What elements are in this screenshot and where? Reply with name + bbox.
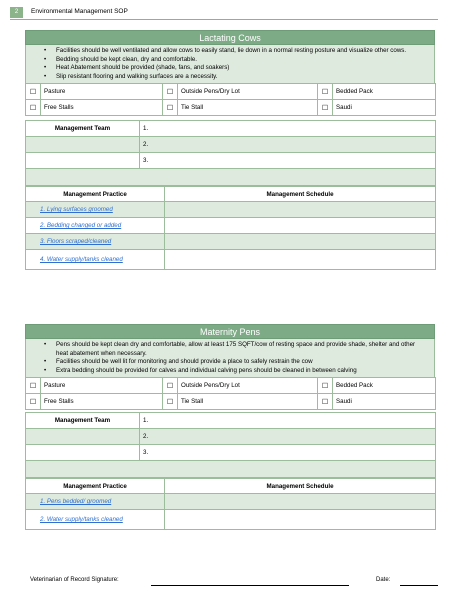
bedded-pack-checkbox[interactable]: ☐ (318, 84, 333, 100)
spacer-row (26, 461, 436, 478)
team-blank-cell (26, 429, 140, 445)
housing-row (26, 84, 436, 100)
practice-link[interactable]: 1. Lying surfaces groomed (40, 206, 113, 214)
signature-label: Veterinarian of Record Signature: (30, 577, 119, 583)
housing-label-bedded-pack: Bedded Pack (333, 84, 436, 100)
guideline-item: • Pens should be kept clean dry and comfortable, allow at least 175 SQFT/cow of resting space and provide shade, shelter and other heat abatement when necessary. (56, 341, 428, 358)
team-member-field[interactable] (140, 121, 436, 137)
guideline-item: • Extra bedding should be provided for calves and individual calving pens should be cleaned in between calving (56, 367, 428, 376)
housing-label-tie-stall: Tie Stall (178, 394, 318, 410)
team-number: 3. (143, 449, 149, 457)
practice-link[interactable]: 2. Bedding changed or added (40, 222, 122, 230)
management-practice-table (25, 478, 436, 530)
section-lactating-cows (25, 30, 435, 270)
practice-link[interactable]: 1. Pens bedded/ groomed (40, 498, 112, 506)
guideline-list (25, 45, 435, 83)
outside-pens-checkbox[interactable]: ☐ (163, 84, 178, 100)
practice-header: Management Practice (26, 187, 165, 202)
housing-row (26, 100, 436, 116)
schedule-field[interactable] (165, 494, 436, 510)
guideline-item: • Facilities should be well ventilated and allow cows to easily stand, lie down in a normal resting posture and visualize other cows. (56, 47, 428, 56)
schedule-field[interactable] (165, 202, 436, 218)
team-number: 3. (143, 157, 149, 165)
section-title: Lactating Cows (25, 30, 435, 45)
saudi-checkbox[interactable]: ☐ (318, 394, 333, 410)
outside-pens-checkbox[interactable]: ☐ (163, 378, 178, 394)
free-stalls-checkbox[interactable]: ☐ (26, 100, 41, 116)
practice-item (26, 510, 165, 530)
saudi-checkbox[interactable]: ☐ (318, 100, 333, 116)
housing-label-outside-pens: Outside Pens/Dry Lot (178, 84, 318, 100)
practice-link[interactable]: 4. Water supply/tanks cleaned (40, 256, 123, 264)
team-member-field[interactable] (140, 429, 436, 445)
section-title: Maternity Pens (25, 324, 435, 339)
team-member-field[interactable] (140, 137, 436, 153)
guideline-item: • Heat Abatement should be provided (shade, fans, and soakers) (56, 64, 428, 73)
header-divider (10, 19, 438, 20)
schedule-field[interactable] (165, 218, 436, 234)
tie-stall-checkbox[interactable]: ☐ (163, 100, 178, 116)
housing-label-tie-stall: Tie Stall (178, 100, 318, 116)
guideline-list (25, 339, 435, 377)
schedule-field[interactable] (165, 234, 436, 250)
housing-options-table (25, 377, 436, 410)
management-team-table (25, 120, 436, 186)
practice-item (26, 218, 165, 234)
team-member-field[interactable] (140, 445, 436, 461)
guideline-item: • Facilities should be well lit for monitoring and should provide a place to safely restrain the cow (56, 358, 428, 367)
free-stalls-checkbox[interactable]: ☐ (26, 394, 41, 410)
management-practice-table (25, 186, 436, 270)
date-line[interactable] (400, 585, 438, 586)
guideline-item: • Bedding should be kept clean, dry and comfortable. (56, 56, 428, 65)
schedule-field[interactable] (165, 510, 436, 530)
team-member-field[interactable] (140, 153, 436, 169)
guideline-item: • Slip resistant flooring and walking surfaces are a necessity. (56, 73, 428, 82)
spacer-row (26, 169, 436, 186)
bedded-pack-checkbox[interactable]: ☐ (318, 378, 333, 394)
team-number: 1. (143, 125, 149, 133)
schedule-field[interactable] (165, 250, 436, 270)
management-team-table (25, 412, 436, 478)
schedule-header: Management Schedule (165, 187, 436, 202)
tie-stall-checkbox[interactable]: ☐ (163, 394, 178, 410)
schedule-header: Management Schedule (165, 479, 436, 494)
team-number: 2. (143, 433, 149, 441)
page-number: 2 (10, 7, 23, 18)
date-label: Date: (376, 577, 391, 583)
housing-label-bedded-pack: Bedded Pack (333, 378, 436, 394)
management-team-label: Management Team (26, 121, 140, 137)
team-blank-cell (26, 137, 140, 153)
housing-label-free-stalls: Free Stalls (41, 100, 163, 116)
practice-link[interactable]: 2. Water supply/tanks cleaned (40, 516, 123, 524)
team-blank-cell (26, 153, 140, 169)
housing-label-saudi: Saudi (333, 100, 436, 116)
document-title: Environmental Management SOP (31, 8, 128, 15)
practice-header: Management Practice (26, 479, 165, 494)
housing-options-table (25, 83, 436, 116)
housing-label-free-stalls: Free Stalls (41, 394, 163, 410)
housing-label-outside-pens: Outside Pens/Dry Lot (178, 378, 318, 394)
team-blank-cell (26, 445, 140, 461)
practice-link[interactable]: 3. Floors scraped/cleaned (40, 238, 112, 246)
pasture-checkbox[interactable]: ☐ (26, 84, 41, 100)
signature-line[interactable] (151, 585, 349, 586)
practice-item (26, 234, 165, 250)
housing-row (26, 378, 436, 394)
section-maternity-pens (25, 324, 435, 530)
management-team-label: Management Team (26, 413, 140, 429)
housing-label-saudi: Saudi (333, 394, 436, 410)
practice-item (26, 202, 165, 218)
team-number: 2. (143, 141, 149, 149)
team-member-field[interactable] (140, 413, 436, 429)
practice-item (26, 494, 165, 510)
housing-label-pasture: Pasture (41, 378, 163, 394)
team-number: 1. (143, 417, 149, 425)
practice-item (26, 250, 165, 270)
housing-label-pasture: Pasture (41, 84, 163, 100)
housing-row (26, 394, 436, 410)
pasture-checkbox[interactable]: ☐ (26, 378, 41, 394)
